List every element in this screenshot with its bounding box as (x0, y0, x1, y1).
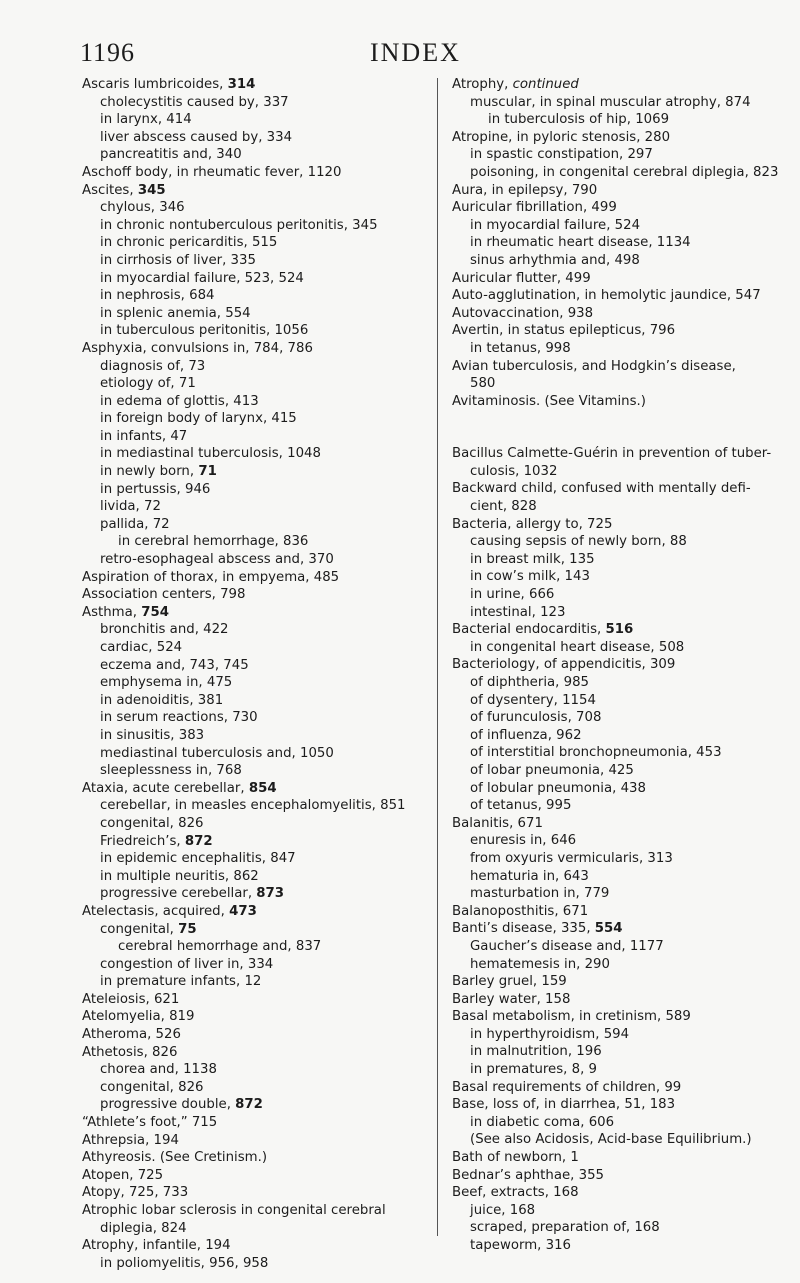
entry-text: liver abscess caused by, 334 (100, 129, 293, 145)
entry-text: Atrophy, infantile, 194 (82, 1238, 231, 1254)
entry-bold-page: 872 (235, 1097, 263, 1113)
entry-text: Gaucher’s disease and, 1177 (470, 938, 664, 954)
index-entry (82, 1184, 434, 1202)
index-subentry (82, 410, 434, 428)
entry-text: in breast milk, 135 (470, 551, 595, 567)
index-subentry (452, 111, 792, 129)
entry-bold-page: 754 (141, 604, 169, 620)
entry-text: Avertin, in status epilepticus, 796 (452, 323, 676, 339)
index-subentry (452, 1202, 792, 1220)
entry-text: Basal requirements of children, 99 (452, 1079, 682, 1095)
entry-text: Asthma, (82, 604, 142, 620)
index-subentry (452, 604, 792, 622)
entry-text: congenital, (100, 921, 179, 937)
entry-text: Barley gruel, 159 (452, 974, 567, 990)
entry-text: cardiac, 524 (100, 640, 183, 655)
entry-text: Banti’s disease, 335, (452, 921, 595, 937)
entry-text: Base, loss of, in diarrhea, 51, 183 (452, 1097, 676, 1113)
entry-text: in splenic anemia, 554 (100, 305, 251, 321)
entry-text: tapeworm, 316 (470, 1238, 572, 1253)
index-entry (82, 1044, 434, 1062)
entry-text: in chronic nontuberculous peritonitis, 345 (100, 217, 378, 233)
entry-text: intestinal, 123 (470, 604, 566, 620)
entry-text: Atrophy, (452, 77, 513, 92)
index-subentry (452, 146, 792, 164)
entry-text: Autovaccination, 938 (452, 305, 594, 321)
index-subentry (82, 1220, 434, 1238)
index-subentry (82, 234, 434, 252)
index-subentry (82, 639, 434, 657)
index-subentry (452, 956, 792, 974)
index-subentry (452, 1219, 792, 1237)
entry-text: pallida, 72 (100, 516, 170, 532)
entry-text: in edema of glottis, 413 (100, 393, 259, 409)
entry-text: bronchitis and, 422 (100, 622, 229, 638)
entry-text: Auto-agglutination, in hemolytic jaundice, 547 (452, 288, 761, 304)
entry-text: causing sepsis of newly born, 88 (470, 534, 687, 550)
index-subentry (82, 375, 434, 393)
entry-text: Avian tuberculosis, and Hodgkin’s disease, (452, 358, 736, 374)
entry-bold-page: 854 (248, 780, 277, 796)
index-column-left (82, 76, 434, 1272)
entry-bold-page: 516 (605, 622, 634, 638)
index-entry (452, 270, 792, 288)
index-subentry (452, 1061, 792, 1079)
entry-text: livida, 72 (100, 499, 161, 515)
entry-text: chylous, 346 (100, 200, 185, 216)
entry-text: Auricular flutter, 499 (452, 270, 591, 286)
entry-text: diagnosis of, 73 (100, 358, 206, 374)
index-entry (452, 1149, 792, 1167)
entry-text: Bacteria, allergy to, 725 (452, 516, 613, 532)
page-header (0, 38, 800, 72)
index-subentry (82, 252, 434, 270)
entry-text: in malnutrition, 196 (470, 1044, 602, 1060)
entry-text: Athyreosis. (See Cretinism.) (82, 1150, 268, 1166)
entry-text: etiology of, 71 (100, 376, 196, 392)
index-subentry (452, 1043, 792, 1061)
index-entry (452, 815, 792, 833)
index-subentry (452, 674, 792, 692)
index-subentry (82, 129, 434, 147)
index-subentry (452, 850, 792, 868)
entry-text: Beef, extracts, 168 (452, 1185, 579, 1201)
index-subentry (452, 744, 792, 762)
entry-text: 580 (470, 376, 496, 392)
index-entry (82, 604, 434, 622)
entry-text: of diphtheria, 985 (470, 675, 590, 690)
entry-text: progressive cerebellar, (100, 886, 257, 902)
entry-bold-page: 473 (229, 903, 257, 919)
entry-text: Atrophic lobar sclerosis in congenital cerebral (82, 1203, 386, 1218)
entry-text: in mediastinal tuberculosis, 1048 (100, 446, 321, 462)
entry-text: sleeplessness in, 768 (100, 763, 242, 779)
entry-text: congenital, 826 (100, 815, 204, 831)
index-subentry (82, 727, 434, 745)
index-subentry (82, 516, 434, 534)
entry-text: “Athlete’s foot,” 715 (82, 1115, 218, 1131)
index-subentry (452, 727, 792, 745)
entry-text: in prematures, 8, 9 (470, 1062, 597, 1078)
entry-text: Atelectasis, acquired, (82, 903, 230, 919)
entry-text: hematuria in, 643 (470, 868, 589, 884)
entry-text: of influenza, 962 (470, 727, 582, 743)
entry-text: in cirrhosis of liver, 335 (100, 252, 256, 268)
entry-text: in larynx, 414 (100, 112, 192, 128)
index-entry (452, 287, 792, 305)
entry-text: of tetanus, 995 (470, 798, 572, 814)
entry-text: of furunculosis, 708 (470, 710, 602, 726)
index-entry (82, 340, 434, 358)
index-entry (452, 76, 792, 94)
entry-text: Ataxia, acute cerebellar, (82, 780, 249, 796)
index-entry (82, 1132, 434, 1150)
index-entry (452, 305, 792, 323)
entry-text: cerebral hemorrhage and, 837 (118, 939, 322, 955)
index-entry (82, 586, 434, 604)
entry-text: in nephrosis, 684 (100, 288, 215, 304)
entry-text: in multiple neuritis, 862 (100, 868, 259, 884)
entry-text: in serum reactions, 730 (100, 710, 258, 726)
index-entry (82, 1114, 434, 1132)
entry-text: scraped, preparation of, 168 (470, 1220, 660, 1236)
entry-text: Aura, in epilepsy, 790 (452, 182, 598, 198)
entry-text: Auricular fibrillation, 499 (452, 200, 617, 216)
index-subentry (452, 533, 792, 551)
entry-text: Athrepsia, 194 (82, 1132, 179, 1148)
entry-text: in spastic constipation, 297 (470, 147, 653, 163)
entry-text: Backward child, confused with mentally defi- (452, 481, 751, 497)
index-entry (82, 1202, 434, 1220)
entry-text: masturbation in, 779 (470, 886, 610, 902)
index-subentry (82, 270, 434, 288)
entry-text: of interstitial bronchopneumonia, 453 (470, 745, 722, 761)
entry-text: in foreign body of larynx, 415 (100, 411, 297, 427)
index-subentry (452, 885, 792, 903)
entry-text: cerebellar, in measles encephalomyelitis, 851 (100, 798, 406, 814)
entry-bold-page: 314 (227, 77, 256, 92)
index-entry (452, 920, 792, 938)
index-subentry (82, 199, 434, 217)
index-subentry (82, 217, 434, 235)
index-subentry (452, 94, 792, 112)
entry-text: in sinusitis, 383 (100, 727, 205, 743)
entry-bold-page: 872 (184, 833, 213, 849)
index-entry (452, 480, 792, 498)
index-entry (452, 182, 792, 200)
index-subentry (452, 1131, 792, 1149)
entry-text: in tuberculosis of hip, 1069 (488, 112, 670, 128)
index-subentry (452, 340, 792, 358)
index-subentry (82, 692, 434, 710)
index-subentry (452, 252, 792, 270)
entry-text: Bacillus Calmette-Guérin in prevention of tuber- (452, 446, 772, 462)
entry-text: cholecystitis caused by, 337 (100, 94, 289, 110)
entry-text: in cerebral hemorrhage, 836 (118, 534, 309, 550)
index-entry (452, 1184, 792, 1202)
entry-text: Balanoposthitis, 671 (452, 903, 589, 919)
entry-text: Ascites, (82, 182, 138, 198)
entry-text: Atropine, in pyloric stenosis, 280 (452, 129, 671, 145)
index-subentry (452, 217, 792, 235)
entry-text: in adenoiditis, 381 (100, 692, 224, 708)
index-subentry (82, 833, 434, 851)
index-subentry (82, 481, 434, 499)
index-subentry (82, 797, 434, 815)
index-entry (82, 1237, 434, 1255)
entry-text: Atopy, 725, 733 (82, 1185, 189, 1201)
entry-text: enuresis in, 646 (470, 833, 577, 849)
index-subentry (82, 463, 434, 481)
index-subentry (82, 94, 434, 112)
index-subentry (452, 868, 792, 886)
entry-text: from oxyuris vermicularis, 313 (470, 850, 673, 866)
index-entry (452, 991, 792, 1009)
index-subentry (82, 973, 434, 991)
index-subentry (452, 709, 792, 727)
index-subentry (82, 1061, 434, 1079)
entry-text: in tuberculous peritonitis, 1056 (100, 323, 309, 339)
entry-text: Atopen, 725 (82, 1167, 164, 1183)
entry-text: Avitaminosis. (See Vitamins.) (452, 393, 646, 409)
entry-text: Bednar’s aphthae, 355 (452, 1167, 604, 1183)
index-subentry (452, 1114, 792, 1132)
entry-text: poisoning, in congenital cerebral diplegia, 823 (470, 164, 779, 180)
index-subentry (82, 709, 434, 727)
entry-text: Aschoff body, in rheumatic fever, 1120 (82, 164, 342, 180)
index-subentry (82, 850, 434, 868)
running-head: INDEX (370, 38, 461, 67)
entry-text: in myocardial failure, 524 (470, 217, 641, 233)
index-entry (452, 393, 792, 411)
entry-text: of lobar pneumonia, 425 (470, 762, 634, 778)
index-subentry (82, 551, 434, 569)
entry-text: in tetanus, 998 (470, 340, 571, 356)
index-column-right (452, 76, 792, 1255)
index-entry (452, 199, 792, 217)
entry-text: Balanitis, 671 (452, 815, 543, 831)
entry-text: in rheumatic heart disease, 1134 (470, 235, 691, 251)
index-subentry (82, 674, 434, 692)
entry-text: eczema and, 743, 745 (100, 657, 249, 673)
index-subentry (82, 445, 434, 463)
index-subentry (82, 111, 434, 129)
entry-text: (See also Acidosis, Acid-base Equilibrium.) (470, 1132, 752, 1148)
index-subentry (82, 868, 434, 886)
entry-bold-page: 71 (198, 464, 217, 480)
entry-text: congenital, 826 (100, 1079, 204, 1095)
entry-text: Asphyxia, convulsions in, 784, 786 (82, 340, 313, 356)
entry-text: Atheroma, 526 (82, 1027, 181, 1043)
index-subentry (82, 815, 434, 833)
index-entry (82, 1149, 434, 1167)
index-entry (82, 569, 434, 587)
index-entry (452, 1079, 792, 1097)
index-entry (452, 973, 792, 991)
entry-text: emphysema in, 475 (100, 675, 233, 691)
index-entry (452, 621, 792, 639)
index-entry (452, 129, 792, 147)
index-entry (82, 164, 434, 182)
index-entry (82, 903, 434, 921)
entry-text: in diabetic coma, 606 (470, 1114, 615, 1130)
entry-bold-page: 873 (256, 886, 285, 902)
entry-text: muscular, in spinal muscular atrophy, 874 (470, 94, 751, 110)
index-subentry (452, 780, 792, 798)
index-subentry (452, 797, 792, 815)
entry-text: in infants, 47 (100, 428, 188, 444)
entry-text: Association centers, 798 (82, 587, 246, 603)
index-subentry (452, 234, 792, 252)
index-entry (82, 1026, 434, 1044)
entry-text: culosis, 1032 (470, 463, 558, 479)
index-subentry (452, 762, 792, 780)
index-entry (452, 1096, 792, 1114)
index-subentry (82, 921, 434, 939)
index-subentry (452, 832, 792, 850)
index-entry (82, 76, 434, 94)
index-subentry (452, 938, 792, 956)
entry-text: pancreatitis and, 340 (100, 147, 242, 163)
entry-text: Aspiration of thorax, in empyema, 485 (82, 569, 340, 585)
index-subentry (82, 305, 434, 323)
entry-text: chorea and, 1138 (100, 1062, 217, 1078)
section-gap (452, 410, 792, 445)
entry-text: in urine, 666 (470, 587, 555, 603)
index-entry (82, 1008, 434, 1026)
entry-text: mediastinal tuberculosis and, 1050 (100, 745, 334, 761)
entry-text: Ateleiosis, 621 (82, 991, 180, 1007)
entry-text: retro-esophageal abscess and, 370 (100, 552, 334, 568)
index-subentry (82, 1079, 434, 1097)
index-subentry (82, 1096, 434, 1114)
entry-text: in pertussis, 946 (100, 481, 211, 497)
index-entry (452, 445, 792, 463)
index-entry (452, 322, 792, 340)
entry-text: in poliomyelitis, 956, 958 (100, 1255, 269, 1271)
entry-text: diplegia, 824 (100, 1220, 187, 1236)
index-subentry (82, 533, 434, 551)
entry-bold-page: 75 (178, 921, 197, 937)
page-number: 1196 (80, 38, 136, 67)
entry-text: in epidemic encephalitis, 847 (100, 851, 296, 867)
entry-text: in myocardial failure, 523, 524 (100, 270, 304, 286)
entry-text: Barley water, 158 (452, 991, 571, 1007)
column-divider (437, 78, 438, 1236)
index-subentry (452, 551, 792, 569)
index-entry (82, 182, 434, 200)
index-subentry (452, 692, 792, 710)
index-subentry (452, 1026, 792, 1044)
index-subentry (452, 375, 792, 393)
index-subentry (82, 1255, 434, 1273)
entry-text: Bacterial endocarditis, (452, 622, 606, 638)
entry-text: of lobular pneumonia, 438 (470, 780, 646, 796)
entry-text: juice, 168 (470, 1202, 536, 1218)
entry-text: Friedreich’s, (100, 833, 185, 849)
index-subentry (82, 322, 434, 340)
index-entry (82, 1167, 434, 1185)
entry-text: congestion of liver in, 334 (100, 956, 274, 972)
index-subentry (82, 498, 434, 516)
index-subentry (452, 164, 792, 182)
entry-text: cient, 828 (470, 499, 537, 515)
index-entry (82, 780, 434, 798)
entry-text: Atelomyelia, 819 (82, 1009, 195, 1025)
entry-text: in premature infants, 12 (100, 974, 262, 990)
index-subentry (452, 568, 792, 586)
index-entry (82, 991, 434, 1009)
index-subentry (82, 956, 434, 974)
index-entry (452, 1008, 792, 1026)
entry-bold-page: 345 (137, 182, 166, 198)
index-subentry (82, 428, 434, 446)
index-entry (452, 358, 792, 376)
entry-text: Bacteriology, of appendicitis, 309 (452, 657, 676, 673)
index-subentry (452, 639, 792, 657)
entry-text: progressive double, (100, 1097, 236, 1113)
entry-text: in chronic pericarditis, 515 (100, 235, 278, 251)
index-subentry (82, 621, 434, 639)
index-subentry (82, 745, 434, 763)
index-subentry (82, 762, 434, 780)
entry-text: sinus arhythmia and, 498 (470, 252, 640, 268)
index-subentry (452, 463, 792, 481)
index-subentry (82, 657, 434, 675)
entry-text: Basal metabolism, in cretinism, 589 (452, 1009, 691, 1025)
index-subentry (452, 498, 792, 516)
index-entry (452, 516, 792, 534)
index-subentry (452, 586, 792, 604)
entry-text: in newly born, (100, 464, 199, 480)
entry-text: Bath of newborn, 1 (452, 1150, 579, 1166)
index-subentry (82, 146, 434, 164)
index-subentry (82, 358, 434, 376)
entry-text: in cow’s milk, 143 (470, 569, 590, 585)
entry-text: hematemesis in, 290 (470, 956, 610, 972)
index-entry (452, 1167, 792, 1185)
entry-italic-text: continued (512, 77, 579, 92)
index-entry (452, 656, 792, 674)
index-entry (452, 903, 792, 921)
entry-text: of dysentery, 1154 (470, 692, 596, 708)
entry-text: in hyperthyroidism, 594 (470, 1026, 630, 1042)
index-subentry (82, 287, 434, 305)
entry-text: Ascaris lumbricoides, (82, 77, 228, 92)
entry-text: in congenital heart disease, 508 (470, 639, 685, 655)
index-subentry (82, 885, 434, 903)
index-subentry (82, 938, 434, 956)
entry-text: Athetosis, 826 (82, 1044, 178, 1060)
index-subentry (82, 393, 434, 411)
index-subentry (452, 1237, 792, 1255)
entry-bold-page: 554 (594, 921, 623, 937)
